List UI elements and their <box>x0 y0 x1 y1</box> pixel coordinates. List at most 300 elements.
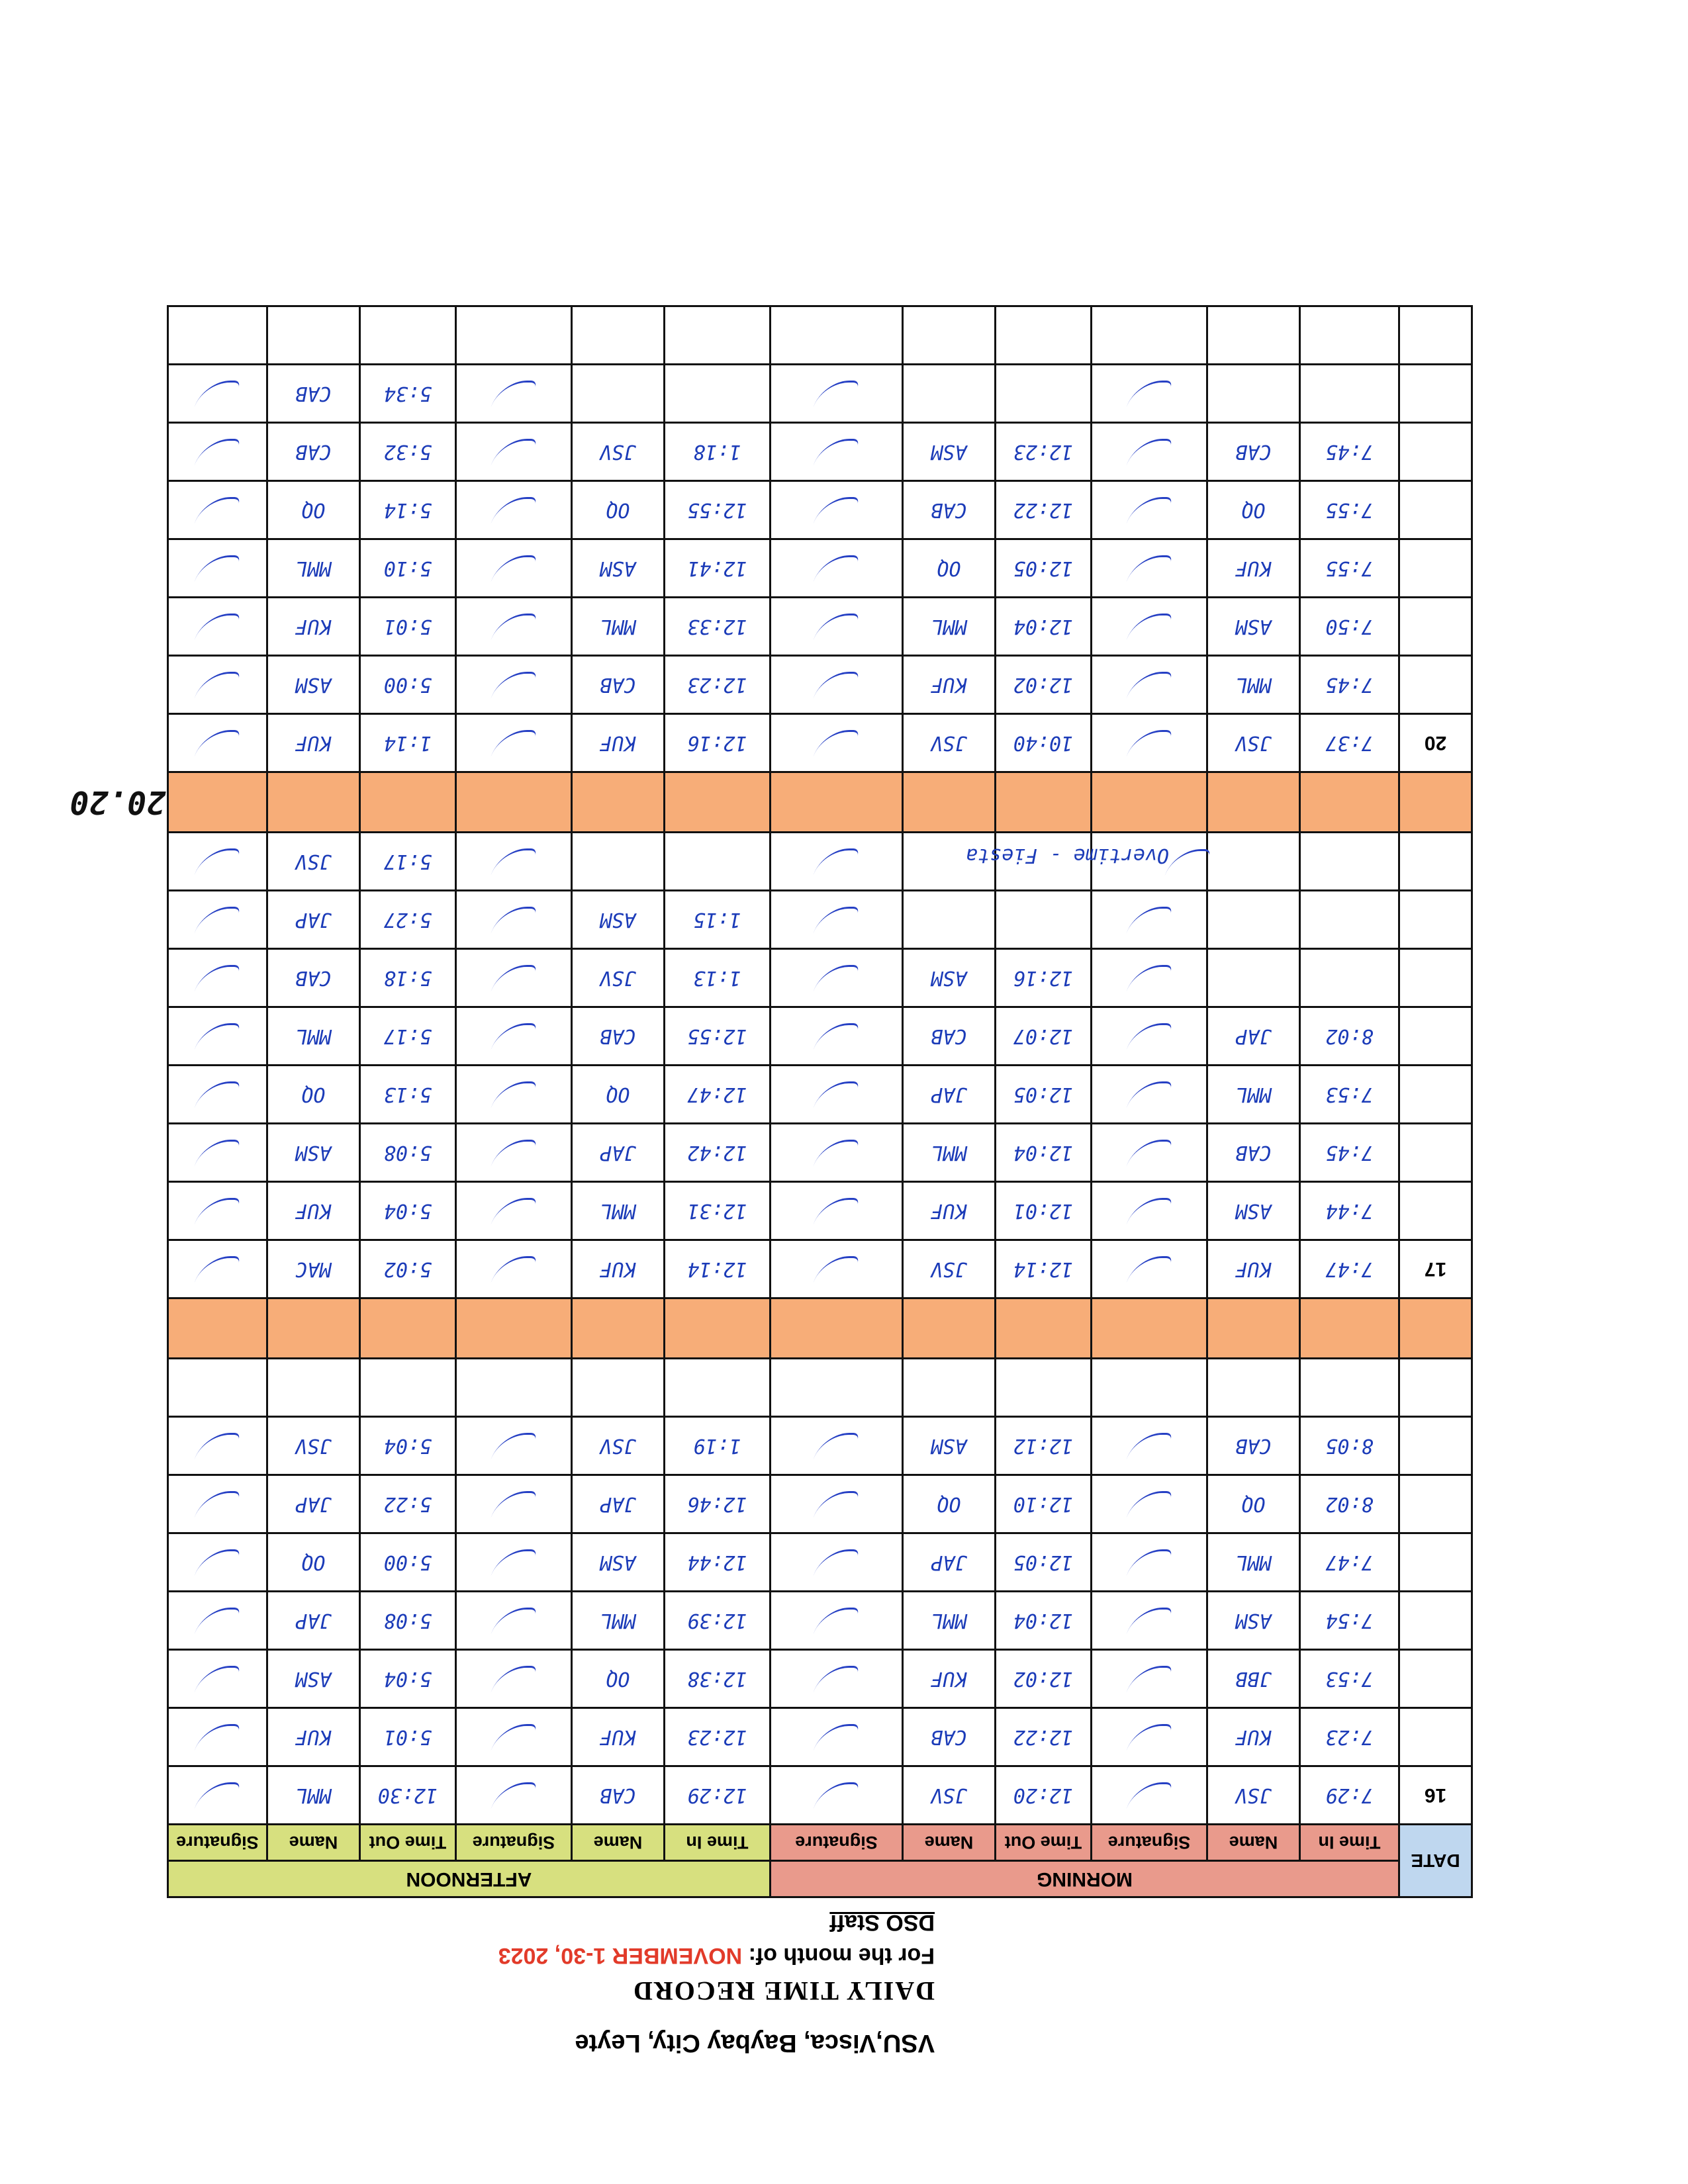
signature-cell <box>167 1592 267 1650</box>
cell-oname: JAP <box>903 1533 996 1592</box>
date-cell <box>1399 423 1472 481</box>
table-row <box>167 1124 1472 1182</box>
signature-cell <box>1092 949 1207 1007</box>
cell-pout: 5:14 <box>359 481 455 539</box>
cell-pname: ASM <box>571 539 664 598</box>
signature-mark <box>490 1725 538 1754</box>
signature-cell <box>770 598 902 656</box>
date-cell <box>1399 1708 1472 1766</box>
signature-cell <box>1092 598 1207 656</box>
cell-pin: 12:29 <box>664 1766 770 1825</box>
separator-cell <box>664 772 770 833</box>
signature-cell <box>455 1475 571 1533</box>
signature-cell <box>167 1766 267 1825</box>
cell-pname: MML <box>571 1182 664 1240</box>
signature-mark <box>812 1082 860 1112</box>
cell-pin <box>664 306 770 365</box>
signature-cell <box>455 891 571 949</box>
date-cell <box>1399 1182 1472 1240</box>
signature-cell <box>455 423 571 481</box>
cell-in: 7:29 <box>1300 1766 1399 1825</box>
table-row <box>167 1766 1472 1825</box>
cell-name: ASM <box>1207 598 1300 656</box>
cell-pname <box>571 306 664 365</box>
cell-pin: 12:14 <box>664 1240 770 1298</box>
cell-pname: ASM <box>571 891 664 949</box>
cell-out: 12:05 <box>996 1066 1092 1124</box>
signature-mark <box>490 1024 538 1054</box>
cell-name: JAP <box>1207 1007 1300 1066</box>
cell-out: 12:04 <box>996 598 1092 656</box>
cell-in: 7:47 <box>1300 1533 1399 1592</box>
cell-out: 12:04 <box>996 1592 1092 1650</box>
separator-cell <box>267 772 359 833</box>
separator-cell <box>455 772 571 833</box>
cell-pin: 1:18 <box>664 423 770 481</box>
cell-pin: 12:33 <box>664 598 770 656</box>
signature-cell <box>1092 1766 1207 1825</box>
cell-name <box>1207 891 1300 949</box>
column-header: Signature <box>167 1825 267 1861</box>
date-cell: 16 <box>1399 1766 1472 1825</box>
signature-cell <box>455 1592 571 1650</box>
cell-pout <box>359 306 455 365</box>
cell-oname <box>903 1359 996 1417</box>
signature-mark <box>490 614 538 644</box>
cell-in: 7:45 <box>1300 1124 1399 1182</box>
signature-mark <box>812 966 860 995</box>
date-cell <box>1399 365 1472 423</box>
table-row <box>167 833 1472 891</box>
signature-cell <box>455 1124 571 1182</box>
signature-mark <box>490 849 538 879</box>
signature-mark <box>1125 1666 1173 1696</box>
cell-pname: OQ <box>571 1650 664 1708</box>
column-header-row <box>167 1825 1472 1861</box>
date-cell <box>1399 949 1472 1007</box>
signature-mark <box>193 1433 241 1463</box>
signature-mark <box>1125 381 1173 411</box>
table-row <box>167 1007 1472 1066</box>
column-header: Name <box>267 1825 359 1861</box>
signature-cell <box>455 1708 571 1766</box>
cell-pout: 5:08 <box>359 1592 455 1650</box>
signature-cell <box>167 833 267 891</box>
separator-cell <box>571 772 664 833</box>
cell-out <box>996 891 1092 949</box>
signature-mark <box>812 1550 860 1580</box>
signature-mark <box>490 1492 538 1522</box>
cell-oname: ASM <box>903 423 996 481</box>
staff-group: DSO Staff <box>829 1910 935 1935</box>
cell-pname: JAP <box>571 1124 664 1182</box>
signature-cell <box>167 1066 267 1124</box>
table-row <box>167 1475 1472 1533</box>
separator-cell <box>1092 1298 1207 1359</box>
document-title: DAILY TIME RECORD <box>632 1976 935 2006</box>
signature-mark <box>490 1199 538 1228</box>
cell-pname <box>571 833 664 891</box>
signature-cell <box>1092 1708 1207 1766</box>
signature-cell <box>1092 1475 1207 1533</box>
cell-out: 12:05 <box>996 1533 1092 1592</box>
table-row <box>167 306 1472 365</box>
cell-pout: 5:17 <box>359 1007 455 1066</box>
cell-poname: OQ <box>267 1066 359 1124</box>
signature-cell <box>455 1240 571 1298</box>
cell-pname: KUF <box>571 1240 664 1298</box>
signature-mark <box>490 1783 538 1813</box>
cell-poname: OQ <box>267 1533 359 1592</box>
signature-cell <box>770 365 902 423</box>
signature-cell <box>1092 1240 1207 1298</box>
cell-pout: 5:22 <box>359 1475 455 1533</box>
cell-pout: 5:04 <box>359 1417 455 1475</box>
signature-mark <box>193 1666 241 1696</box>
signature-cell <box>455 714 571 772</box>
cell-name <box>1207 365 1300 423</box>
afternoon-header: AFTERNOON <box>167 1861 770 1897</box>
cell-pin: 12:41 <box>664 539 770 598</box>
cell-name: KUF <box>1207 539 1300 598</box>
morning-header: MORNING <box>770 1861 1399 1897</box>
cell-pname: KUF <box>571 714 664 772</box>
signature-mark <box>1125 1257 1173 1287</box>
month-value: NOVEMBER 1-30, 2023 <box>498 1943 743 1968</box>
cell-pname <box>571 365 664 423</box>
signature-mark <box>193 1783 241 1813</box>
signature-mark <box>490 1433 538 1463</box>
cell-poname: MAC <box>267 1240 359 1298</box>
signature-mark <box>193 907 241 937</box>
signature-mark <box>812 1666 860 1696</box>
separator-cell <box>1207 1298 1300 1359</box>
time-record-table-wrap <box>169 356 1473 1898</box>
cell-pname: CAB <box>571 1766 664 1825</box>
signature-mark <box>490 439 538 469</box>
separator-row <box>167 1298 1472 1359</box>
table-row <box>167 949 1472 1007</box>
signature-mark <box>193 1550 241 1580</box>
signature-cell <box>1092 1650 1207 1708</box>
cell-poname: JAP <box>267 1475 359 1533</box>
cell-name: JBB <box>1207 1650 1300 1708</box>
cell-oname: JSV <box>903 1240 996 1298</box>
cell-pout: 5:04 <box>359 1182 455 1240</box>
signature-cell <box>770 1240 902 1298</box>
signature-mark <box>193 1140 241 1170</box>
signature-cell <box>1092 423 1207 481</box>
cell-oname <box>903 365 996 423</box>
signature-mark <box>193 966 241 995</box>
cell-in <box>1300 365 1399 423</box>
cell-out: 12:20 <box>996 1766 1092 1825</box>
signature-mark <box>193 1608 241 1638</box>
cell-pout: 5:02 <box>359 1240 455 1298</box>
separator-cell <box>1207 772 1300 833</box>
cell-name: CAB <box>1207 423 1300 481</box>
cell-name: MML <box>1207 1066 1300 1124</box>
cell-out: 12:22 <box>996 481 1092 539</box>
cell-pname: OQ <box>571 481 664 539</box>
cell-pname: MML <box>571 1592 664 1650</box>
cell-in: 7:37 <box>1300 714 1399 772</box>
cell-oname <box>903 306 996 365</box>
signature-cell <box>1092 539 1207 598</box>
cell-pout: 5:00 <box>359 656 455 714</box>
cell-pout <box>359 1359 455 1417</box>
signature-cell <box>455 598 571 656</box>
signature-mark <box>1125 556 1173 586</box>
signature-mark <box>1125 672 1173 702</box>
cell-pname: MML <box>571 598 664 656</box>
signature-cell <box>167 1124 267 1182</box>
cell-in <box>1300 949 1399 1007</box>
cell-pout: 5:18 <box>359 949 455 1007</box>
separator-cell <box>359 1298 455 1359</box>
cell-name <box>1207 1359 1300 1417</box>
signature-cell <box>770 1066 902 1124</box>
signature-mark <box>1164 849 1211 879</box>
signature-cell <box>167 423 267 481</box>
column-header: Signature <box>455 1825 571 1861</box>
cell-pout: 5:04 <box>359 1650 455 1708</box>
cell-pname: JSV <box>571 423 664 481</box>
cell-name: CAB <box>1207 1417 1300 1475</box>
signature-cell <box>1092 365 1207 423</box>
column-header: Name <box>571 1825 664 1861</box>
signature-cell <box>770 1592 902 1650</box>
signature-cell <box>167 1533 267 1592</box>
cell-name <box>1207 306 1300 365</box>
cell-pin: 12:55 <box>664 1007 770 1066</box>
cell-in: 8:02 <box>1300 1007 1399 1066</box>
signature-cell <box>770 1359 902 1417</box>
cell-name: CAB <box>1207 1124 1300 1182</box>
signature-mark <box>490 556 538 586</box>
table-row <box>167 481 1472 539</box>
cell-in <box>1300 306 1399 365</box>
date-cell <box>1399 1533 1472 1592</box>
cell-out: 12:23 <box>996 423 1092 481</box>
signature-mark <box>193 1024 241 1054</box>
signature-cell <box>770 1708 902 1766</box>
signature-mark <box>490 1082 538 1112</box>
signature-mark <box>1125 1199 1173 1228</box>
cell-pout: 5:34 <box>359 365 455 423</box>
date-cell <box>1399 1124 1472 1182</box>
cell-pout: 5:32 <box>359 423 455 481</box>
cell-oname: JAP <box>903 1066 996 1124</box>
cell-pname: JSV <box>571 949 664 1007</box>
separator-cell <box>1300 1298 1399 1359</box>
signature-cell <box>455 306 571 365</box>
date-header: DATE <box>1399 1825 1472 1897</box>
signature-cell <box>770 1007 902 1066</box>
cell-in: 7:45 <box>1300 656 1399 714</box>
column-header: Time Out <box>359 1825 455 1861</box>
signature-cell <box>770 1766 902 1825</box>
time-record-table <box>167 305 1473 1898</box>
table-row <box>167 423 1472 481</box>
signature-cell <box>455 481 571 539</box>
column-header: Time In <box>664 1825 770 1861</box>
cell-name: KUF <box>1207 1708 1300 1766</box>
cell-pname: KUF <box>571 1708 664 1766</box>
cell-pin: 1:13 <box>664 949 770 1007</box>
signature-mark <box>1125 731 1173 760</box>
column-header: Signature <box>770 1825 902 1861</box>
separator-cell <box>996 1298 1092 1359</box>
cell-pname: OQ <box>571 1066 664 1124</box>
signature-cell <box>770 949 902 1007</box>
cell-poname: JSV <box>267 833 359 891</box>
cell-out: 12:10 <box>996 1475 1092 1533</box>
cell-pname: CAB <box>571 1007 664 1066</box>
signature-mark <box>1125 907 1173 937</box>
table-row <box>167 656 1472 714</box>
signature-cell <box>1092 1592 1207 1650</box>
signature-mark <box>1125 439 1173 469</box>
table-row <box>167 1240 1472 1298</box>
date-cell <box>1399 539 1472 598</box>
column-header: Name <box>1207 1825 1300 1861</box>
signature-mark <box>490 381 538 411</box>
cell-in: 7:50 <box>1300 598 1399 656</box>
cell-out: 10:40 <box>996 714 1092 772</box>
cell-pin: 12:47 <box>664 1066 770 1124</box>
signature-mark <box>812 439 860 469</box>
cell-in: 7:55 <box>1300 481 1399 539</box>
signature-mark <box>812 1725 860 1754</box>
signature-cell <box>455 365 571 423</box>
cell-out <box>996 365 1092 423</box>
cell-pin: 12:46 <box>664 1475 770 1533</box>
signature-cell <box>770 714 902 772</box>
cell-name: KUF <box>1207 1240 1300 1298</box>
separator-cell <box>167 1298 267 1359</box>
separator-cell <box>1092 772 1207 833</box>
cell-pin: 12:55 <box>664 481 770 539</box>
signature-mark <box>193 498 241 527</box>
cell-oname: CAB <box>903 1708 996 1766</box>
signature-mark <box>193 731 241 760</box>
cell-pin: 1:19 <box>664 1417 770 1475</box>
signature-cell <box>1092 1007 1207 1066</box>
signature-mark <box>812 1140 860 1170</box>
signature-mark <box>812 1433 860 1463</box>
signature-cell <box>167 1475 267 1533</box>
signature-mark <box>490 966 538 995</box>
cell-name: MML <box>1207 1533 1300 1592</box>
signature-cell <box>167 481 267 539</box>
signature-mark <box>812 907 860 937</box>
cell-pin: 12:16 <box>664 714 770 772</box>
separator-cell <box>903 772 996 833</box>
cell-out: 12:12 <box>996 1417 1092 1475</box>
signature-cell <box>167 1650 267 1708</box>
signature-cell <box>167 365 267 423</box>
cell-out: 12:02 <box>996 656 1092 714</box>
cell-poname: CAB <box>267 423 359 481</box>
cell-poname: ASM <box>267 1124 359 1182</box>
signature-mark <box>193 556 241 586</box>
cell-poname: CAB <box>267 365 359 423</box>
signature-mark <box>1125 1550 1173 1580</box>
cell-poname: ASM <box>267 1650 359 1708</box>
date-cell <box>1399 833 1472 891</box>
signature-mark <box>193 1725 241 1754</box>
cell-pin: 12:44 <box>664 1533 770 1592</box>
signature-cell <box>1092 714 1207 772</box>
signature-cell <box>455 1007 571 1066</box>
table-row <box>167 1708 1472 1766</box>
column-header: Name <box>903 1825 996 1861</box>
signature-mark <box>1125 1024 1173 1054</box>
separator-cell <box>455 1298 571 1359</box>
cell-pout: 12:30 <box>359 1766 455 1825</box>
signature-cell <box>455 1533 571 1592</box>
cell-in <box>1300 891 1399 949</box>
date-cell <box>1399 891 1472 949</box>
signature-cell <box>770 423 902 481</box>
separator-cell <box>903 1298 996 1359</box>
signature-cell <box>770 833 902 891</box>
cell-pin: 12:23 <box>664 1708 770 1766</box>
table-row <box>167 714 1472 772</box>
signature-mark <box>490 1257 538 1287</box>
cell-pin: 12:39 <box>664 1592 770 1650</box>
cell-pname: ASM <box>571 1533 664 1592</box>
signature-cell <box>455 656 571 714</box>
signature-cell <box>1092 1124 1207 1182</box>
signature-cell <box>167 1417 267 1475</box>
signature-cell <box>770 481 902 539</box>
signature-cell <box>1092 306 1207 365</box>
cell-poname: JAP <box>267 1592 359 1650</box>
date-cell: 20 <box>1399 714 1472 772</box>
signature-cell <box>770 1650 902 1708</box>
date-cell <box>1399 598 1472 656</box>
signature-mark <box>1125 1492 1173 1522</box>
cell-out <box>996 1359 1092 1417</box>
cell-oname <box>903 891 996 949</box>
separator-cell <box>664 1298 770 1359</box>
signature-mark <box>490 1140 538 1170</box>
date-cell <box>1399 1650 1472 1708</box>
separator-cell <box>1300 772 1399 833</box>
signature-mark <box>812 1783 860 1813</box>
cell-pin: 12:38 <box>664 1650 770 1708</box>
date-cell <box>1399 1359 1472 1417</box>
signature-cell <box>167 714 267 772</box>
signature-mark <box>812 672 860 702</box>
signature-cell <box>1092 891 1207 949</box>
cell-in: 7:45 <box>1300 423 1399 481</box>
signature-mark <box>490 1666 538 1696</box>
table-row <box>167 891 1472 949</box>
signature-mark <box>193 614 241 644</box>
column-header: Time In <box>1300 1825 1399 1861</box>
signature-mark <box>193 1257 241 1287</box>
cell-in <box>1300 833 1399 891</box>
cell-oname: ASM <box>903 949 996 1007</box>
cell-pout: 5:00 <box>359 1533 455 1592</box>
cell-name: JSV <box>1207 714 1300 772</box>
cell-poname: MML <box>267 1007 359 1066</box>
signature-mark <box>193 439 241 469</box>
cell-out: 12:02 <box>996 1650 1092 1708</box>
